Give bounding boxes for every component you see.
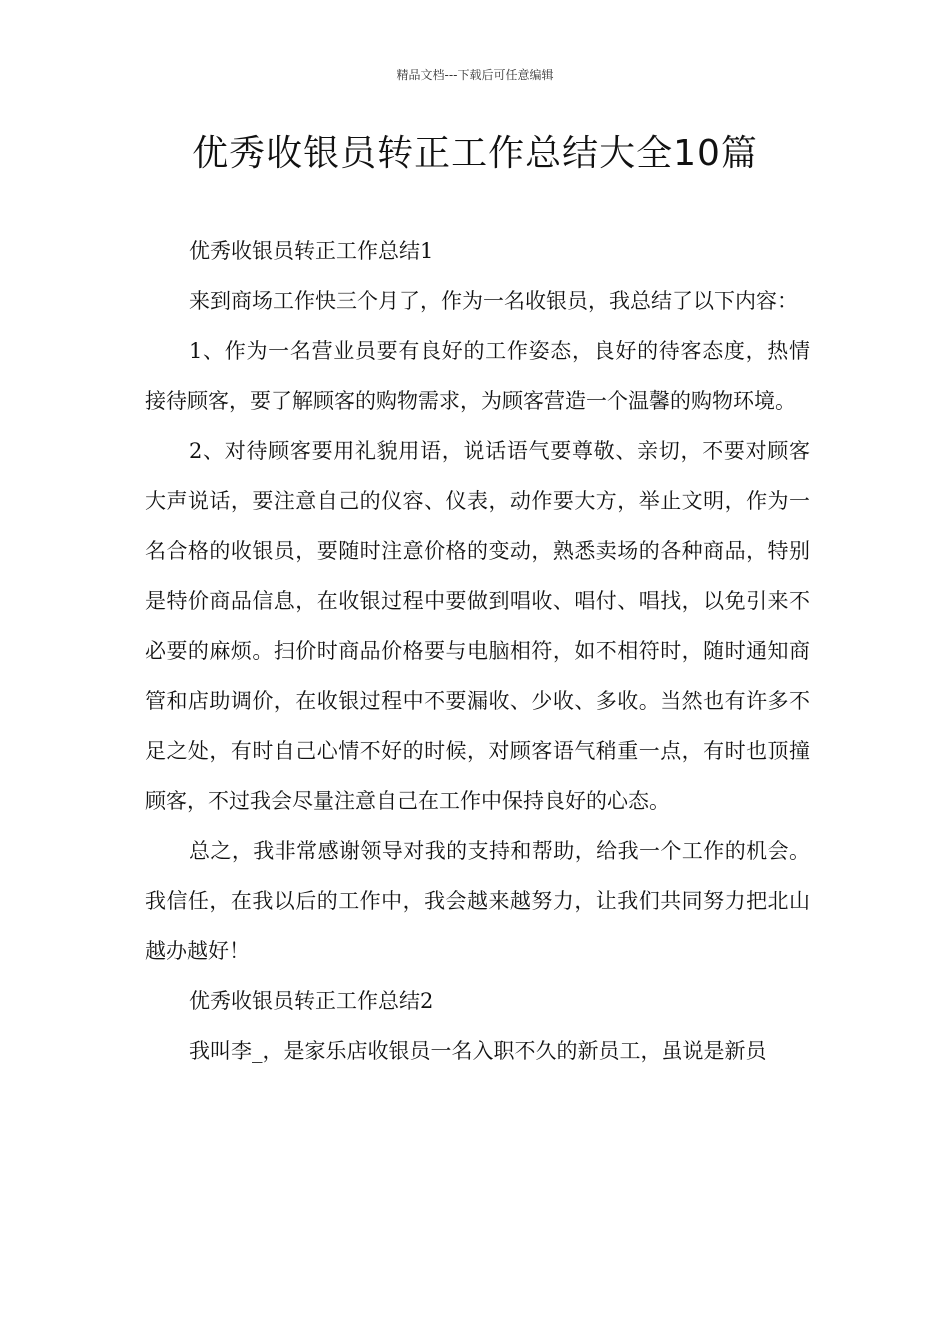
section-heading-2: 优秀收银员转正工作总结2	[189, 989, 434, 1013]
paragraph-point-1: 1、作为一名营业员要有良好的工作姿态，良好的待客态度，热情接待顾客，要了解顾客的购物需求，为顾客营造一个温馨的购物环境。	[145, 339, 810, 413]
section-heading-1: 优秀收银员转正工作总结1	[189, 239, 434, 263]
header-watermark: 精品文档---下载后可任意编辑	[396, 68, 554, 82]
paragraph-intro: 来到商场工作快三个月了，作为一名收银员，我总结了以下内容：	[189, 289, 798, 313]
document-body	[145, 226, 810, 1076]
document-title: 优秀收银员转正工作总结大全10篇	[192, 133, 758, 174]
paragraph-conclusion: 总之，我非常感谢领导对我的支持和帮助，给我一个工作的机会。我信任，在我以后的工作中，我会越来越努力，让我们共同努力把北山越办越好！	[145, 839, 810, 963]
paragraph-point-2: 2、对待顾客要用礼貌用语，说话语气要尊敬、亲切，不要对顾客大声说话，要注意自己的仪容、仪表，动作要大方，举止文明，作为一名合格的收银员，要随时注意价格的变动，熟悉卖场的各种商品，特别是特价商品信息，在收银过程中要做到唱收、唱付、唱找，以免引来不必要的麻烦。扫价时商品价格要与电脑相符，如不相符时，随时通知商管和店助调价，在收银过程中不要漏收、少收、多收。当然也有许多不足之处，有时自己心情不好的时候，对顾客语气稍重一点，有时也顶撞顾客，不过我会尽量注意自己在工作中保持良好的心态。	[145, 439, 810, 813]
paragraph-section-2-start: 我叫李_，是家乐店收银员一名入职不久的新员工，虽说是新员	[189, 1039, 767, 1063]
